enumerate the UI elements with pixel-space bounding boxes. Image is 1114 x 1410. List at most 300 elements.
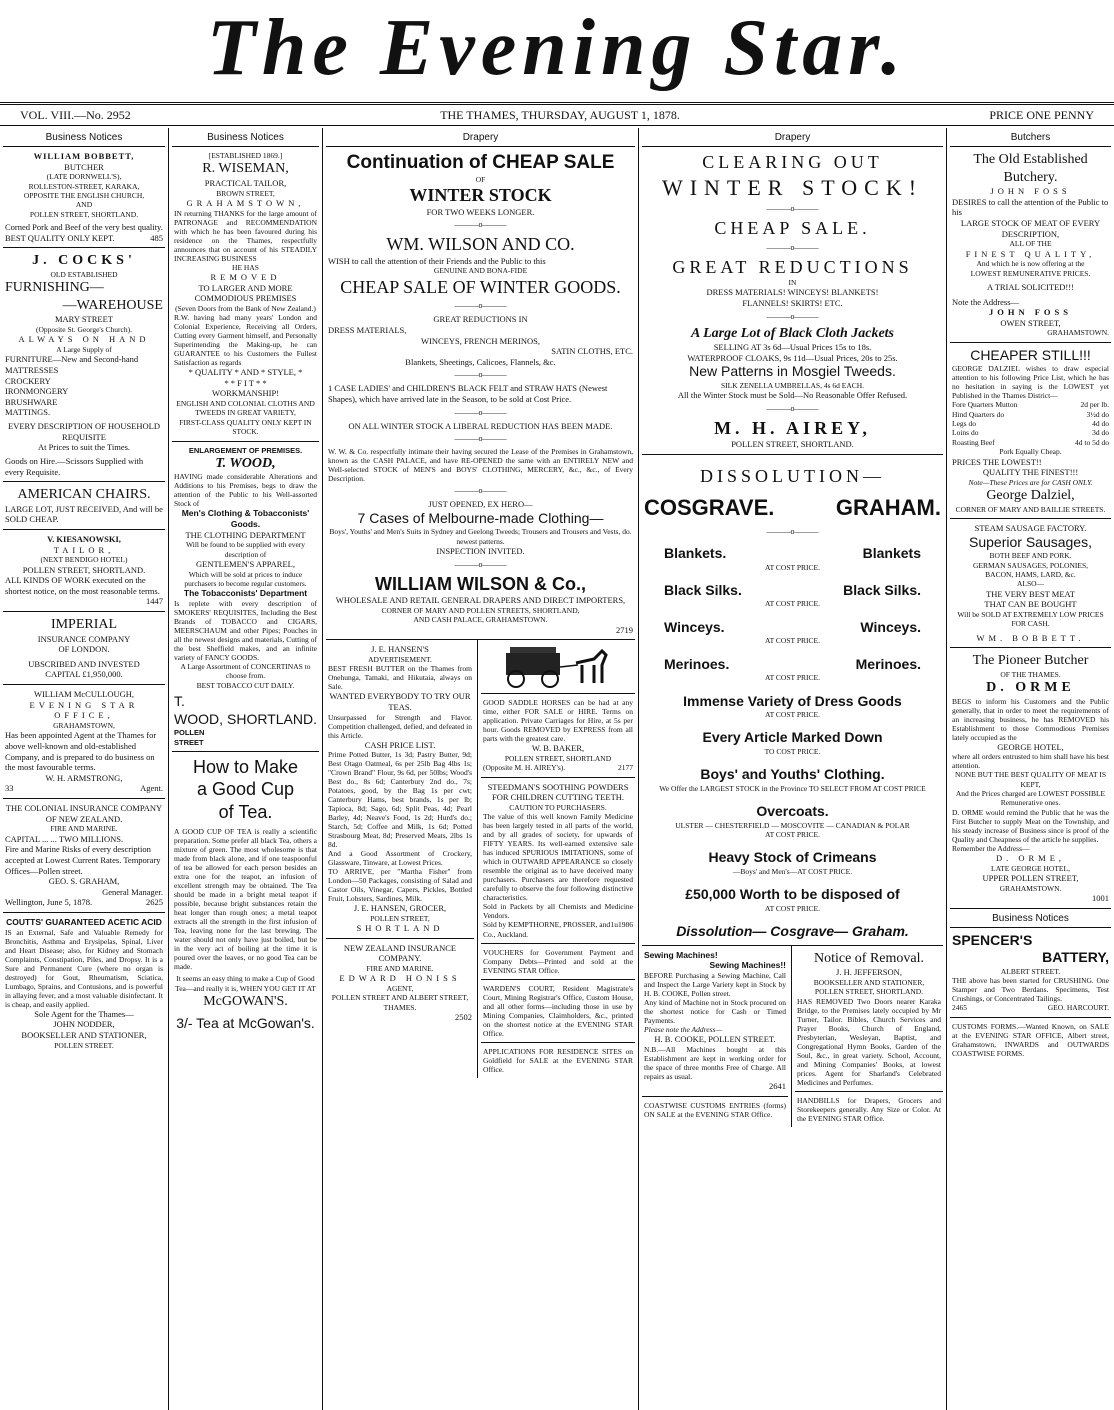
ad-text: EVERY DESCRIPTION OF HOUSEHOLD REQUISITE — [8, 421, 160, 442]
ad-text: (NEXT BENDIGO HOTEL) — [40, 555, 128, 565]
ad-number: 485 — [150, 232, 163, 243]
ad-text: Men's Clothing & Tobacconists' Goods. — [181, 508, 310, 529]
dateline — [0, 102, 1114, 126]
ad-address: SHORTLAND — [356, 923, 444, 934]
ad-text: Corned Pork and Beef of the very best quality. — [5, 222, 163, 233]
ad-text: CAPITAL ... ... TWO MILLIONS. — [5, 833, 124, 844]
ad-name: WILLIAM McCULLOUGH, — [33, 689, 135, 699]
ad-name: T. WOOD, — [215, 455, 276, 471]
ad-text: BEFORE Purchasing a Sewing Machine, Call and Inspect the Large Variety kept in Stock by H. B. COOKE, Pollen street. — [644, 970, 786, 998]
ad-title: THE COLONIAL INSURANCE COMPANY OF NEW ZEALAND. — [5, 803, 163, 824]
ad-text: Immense Variety of Dress Goods — [683, 692, 902, 709]
ad-signature: Dissolution— Cosgrave— Graham. — [676, 923, 909, 940]
ad-name: EDWARD HONISS — [339, 973, 461, 984]
ad-text: THE CLOTHING DEPARTMENT — [185, 529, 306, 540]
ad-title: COUTTS' GUARANTEED ACETIC ACID — [6, 917, 162, 927]
ad-text: The Tobacconists' Department — [183, 588, 308, 599]
ad-address: OPPOSITE THE ENGLISH CHURCH, — [23, 191, 145, 200]
ad-address: CORNER OF MARY AND POLLEN STREETS, SHORTLAND, — [381, 605, 580, 615]
ad-signature: GEO. S. GRAHAM, — [48, 876, 120, 887]
ad-address: EVENING STAR OFFICE, — [29, 699, 139, 721]
ad-address: CORNER OF MARY AND BAILLIE STREETS. — [955, 504, 1106, 514]
ad-address: SHORTLAND. — [227, 711, 317, 728]
ad-text: And a Good Assortment of Crockery, Glassware, Tinware, at Lowest Prices. — [328, 849, 472, 868]
ad-title: Sewing Machines! — [644, 949, 718, 960]
ad-title: ENLARGEMENT OF PREMISES. — [188, 445, 303, 455]
ad-hansen — [326, 640, 474, 939]
ad-text: FIRST-CLASS QUALITY ONLY KEPT IN STOCK. — [179, 417, 312, 437]
column-butchers — [947, 128, 1114, 1410]
price-item: Hind Quarters do — [952, 409, 1005, 419]
ad-address: GRAHAMSTOWN, — [186, 197, 305, 208]
ad-text: JUST OPENED, EX HERO— — [428, 499, 533, 510]
price-row — [952, 410, 1109, 419]
ad-text: INSPECTION INVITED. — [436, 546, 525, 557]
ad-bobbett — [3, 147, 165, 248]
ad-number: 2719 — [616, 624, 633, 635]
ad-address: POLLEN STREET — [174, 728, 205, 747]
ad-text: AT COST PRICE. — [765, 599, 820, 609]
price-item: Legs do — [952, 419, 976, 428]
dissolution-row — [644, 582, 941, 609]
ad-text: ULSTER — CHESTERFIELD — MOSCOVITE — CANADIAN & POLAR — [675, 820, 910, 830]
ad-text: TO ARRIVE, per "Martha Fisher" from London—50 Packages, consisting of Salad and Castor Oils, Vinegar, Capers, Pickles, Bottled Fruit, Lobsters, Sardines, Milk. — [328, 867, 472, 904]
price-value: 3d do — [1092, 428, 1109, 438]
ad-text: —WAREHOUSE — [62, 297, 163, 313]
ad-text: 3/- Tea at McGowan's. — [176, 1014, 315, 1031]
ad-trade: BOOKSELLER AND STATIONER, — [813, 977, 925, 987]
ad-text: (Seven Doors from the Bank of New Zealand.) — [175, 303, 316, 313]
ad-address: GRAHAMSTOWN. — [1047, 328, 1109, 338]
ad-text: WHOLESALE AND RETAIL GENERAL DRAPERS AND DIRECT IMPORTERS, — [335, 595, 626, 606]
ad-name: V. KIESANOWSKI, — [47, 533, 121, 544]
ad-text: TO LARGER AND MORE COMMODIOUS PREMISES — [194, 282, 297, 304]
ad-text: BEST FRESH BUTTER on the Thames from Onehunga, Tamaki, and Hikutaia, always on Sale. — [328, 664, 472, 692]
ad-steedman — [481, 778, 635, 944]
ad-text: Fire and Marine Risks of every description accepted at Lowest Current Rates. Temporary Offices—Pollen street. — [5, 844, 161, 876]
list-item: FURNITURE—New and Second-hand — [5, 354, 139, 365]
ad-title: Superior Sausages, — [969, 533, 1092, 550]
ad-text: GENTLEMEN'S APPAREL, — [196, 559, 295, 569]
ad-title: Sewing Machines!! — [709, 960, 786, 971]
price-value: 4d do — [1092, 419, 1109, 428]
ad-text: 1 CASE LADIES' and CHILDREN'S BLACK FELT and STRAW HATS (Newest Shapes), which have arrived late in the Season, to be sold at Cost Price. — [328, 383, 608, 404]
ad-text: Please note the Address— — [644, 1024, 723, 1034]
list-item: BRUSHWARE — [5, 396, 58, 407]
ad-applications — [481, 1043, 635, 1078]
ad-text: Boys', Youths' and Men's Suits in Sydney and Geelong Tweeds; Trousers and Trousers and Vests, do. newest patterns. — [329, 527, 632, 546]
ad-airey — [642, 147, 943, 455]
ad-name: JOHN FOSS — [990, 186, 1071, 196]
ad-title: SPENCER'S — [952, 931, 1033, 948]
ad-baker — [481, 694, 635, 777]
ad-number: 2625 — [146, 897, 163, 908]
ad-address: POLLEN STREET, SHORTLAND — [504, 753, 612, 763]
ad-text: Will be found to be supplied with every description of — [185, 540, 306, 559]
ad-name: JOHN NODDER, — [53, 1019, 115, 1030]
ad-name: JOHN FOSS — [989, 307, 1072, 318]
ad-number: 33 — [5, 783, 14, 794]
ad-text: WATERPROOF CLOAKS, 9s 11d—Usual Prices, 20s to 25s. — [687, 352, 898, 363]
ad-text: GERMAN SAUSAGES, POLONIES, — [972, 560, 1088, 570]
ad-name: J. H. JEFFERSON, — [836, 967, 902, 978]
ad-text: APPLICATIONS FOR RESIDENCE SITES on Goldfield for SALE at the EVENING STAR Office. — [483, 1047, 633, 1074]
column-drapery-1 — [323, 128, 638, 1410]
ad-text: AT COST PRICE. — [765, 710, 820, 719]
ad-text: A TRIAL SOLICITED!!! — [987, 281, 1074, 292]
ad-title: IMPERIAL — [50, 617, 118, 632]
item-right: Winceys. — [860, 618, 921, 635]
ad-text: CAPITAL £1,950,000. — [45, 669, 123, 680]
ad-text: Sold by KEMPTHORNE, PROSSER, and Co., Auckland. — [483, 920, 611, 939]
section-header: Drapery — [642, 128, 943, 147]
ad-title: How to Make — [192, 756, 299, 777]
ad-text: THE VERY BEST MEAT — [986, 588, 1075, 599]
ad-text: AT COST PRICE. — [765, 830, 820, 839]
ad-name: R. WISEMAN, — [202, 161, 289, 177]
divider — [328, 486, 633, 496]
ad-text: At Prices to suit the Times. — [37, 442, 131, 453]
ad-text: A GOOD CUP OF TEA is really a scientific preparation. Some prefer all black Tea, others a mixture of green. The most wholesome is that made from black alone, and if one teaspoonful of tea be allowed for each person besides an extra one for the teapot, an infusion of excellent strength may be obtained. The Tea should be made in a bright metal teapot if possible, because bright substances retain the heat longer than rough ones; a metal teapot extracts all the strength in the first infusion of Tea, leaving none for the last brewing. The water should not only have just boiled, but be in the very act of boiling at the time it is poured over the leaves, or no good Tea can be made. — [174, 827, 317, 972]
ad-chairs — [3, 482, 165, 530]
ad-removal — [795, 946, 943, 1092]
coach-illustration — [481, 640, 635, 694]
ad-signature: W. H. ARMSTRONG, — [45, 772, 123, 783]
ad-name: WILLIAM WILSON & Co., — [375, 573, 586, 594]
price-value: 2d per lb. — [1080, 400, 1109, 410]
ad-text: SATIN CLOTHS, ETC. — [551, 346, 633, 357]
ad-text: Note—These Prices are for CASH ONLY. — [968, 477, 1093, 487]
ad-title: The Old Established — [973, 152, 1088, 167]
ad-spencer-battery — [950, 928, 1111, 1018]
ad-name: D. ORME — [986, 680, 1075, 696]
ad-text: (Opposite St. George's Church). — [36, 324, 132, 334]
ad-text: DESIRES to call the attention of the Public to his — [952, 196, 1109, 218]
ad-coastwise — [642, 1097, 788, 1123]
ad-text: Has been appointed Agent at the Thames for above well-known and old-established Company, and is prepared to do business on the most favourable terms. — [5, 730, 157, 773]
ad-address: POLLEN STREET, SHORTLAND. — [22, 564, 146, 575]
ad-number: 2465 — [952, 1003, 967, 1013]
ad-title: of Tea. — [218, 801, 273, 822]
divider — [328, 408, 633, 418]
volume-number: VOL. VIII.—No. 2952 — [20, 107, 131, 122]
list-item: IRONMONGERY — [5, 386, 69, 397]
ad-mccullough — [3, 685, 165, 799]
ad-title: NEW ZEALAND INSURANCE COMPANY. — [343, 942, 457, 964]
ad-number: 1447 — [146, 596, 163, 607]
ad-text: COASTWISE CUSTOMS ENTRIES (forms) ON SALE at the EVENING STAR Office. — [644, 1100, 786, 1119]
ad-text: ALWAYS ON HAND — [18, 334, 150, 345]
price-row — [952, 400, 1109, 409]
ad-text: SILK ZENELLA UMBRELLAS, 4s 6d EACH. — [720, 380, 865, 390]
ad-text: HE HAS — [232, 262, 259, 272]
ad-wilson — [326, 147, 635, 640]
ad-address: POLLEN STREET, SHORTLAND. — [29, 209, 139, 219]
ad-text: Wellington, June 5, 1878. — [5, 897, 93, 908]
price-item: Roasting Beef — [952, 437, 995, 447]
ad-colonial-insurance — [3, 799, 165, 913]
item-left: Merinoes. — [664, 655, 730, 672]
ad-text: Remember the Address— — [952, 843, 1030, 853]
ad-title: BATTERY, — [1042, 949, 1109, 966]
dissolution-row — [644, 545, 941, 572]
ad-trade: BOOKSELLER AND STATIONER, — [21, 1029, 147, 1040]
ad-text: ENGLISH AND COLONIAL CLOTHS AND TWEEDS IN GREAT VARIETY, — [176, 399, 315, 418]
ad-text: FOR TWO WEEKS LONGER. — [426, 206, 535, 217]
ad-address: OWEN STREET, — [1000, 317, 1061, 328]
ad-text: HAS REMOVED Two Doors nearer Karaka Bridge, to the Premises lately occupied by Mr Turner, Tailor. Bibles, Church Services and Prayer Books, Church of England, Presbyterian, Wesleyan, Baptist, and Congregational Hymn Books, Garden of the Soul, &c., in great variety. School, Account, and Mining Companies' Books, at lowest prices. Agent for Sharland's Celebrated Medicines and Perfumes. — [797, 996, 941, 1087]
ad-text: General Manager. — [102, 886, 163, 897]
ad-imperial-insurance — [3, 612, 165, 685]
ad-wood — [172, 442, 319, 752]
ad-text: IN — [788, 278, 797, 287]
ad-text: [ESTABLISHED 1869.] — [208, 151, 283, 160]
ad-text: Goods on Hire.—Scissors Supplied with every Requisite. — [5, 455, 144, 477]
ad-address: POLLEN STREET, — [370, 913, 430, 923]
section-header: Business Notices — [950, 909, 1111, 928]
ad-text: Heavy Stock of Crimeans — [708, 849, 877, 866]
ad-text: WISH to call the attention of their Friends and the Public to this — [328, 255, 546, 266]
ad-text: LARGE LOT, JUST RECEIVED, And will be SOLD CHEAP. — [5, 503, 163, 525]
ad-title: Notice of Removal. — [813, 950, 925, 966]
ad-text: Overcoats. — [756, 803, 829, 820]
ad-text: CAUTION TO PURCHASERS. — [509, 802, 607, 812]
price-item: Loins do — [952, 428, 979, 438]
ad-text: TO COST PRICE. — [764, 746, 821, 756]
ad-text: Sole Agent for the Thames— — [34, 1008, 134, 1019]
dissolution-row — [644, 656, 941, 683]
ad-text: WORKMANSHIP! — [211, 388, 280, 399]
ad-text: HANDBILLS for Drapers, Grocers and Storekeepers generally. Any Size or Color. At the EVENING STAR Office. — [797, 1095, 941, 1123]
issue-date: THE THAMES, THURSDAY, AUGUST 1, 1878. — [440, 107, 680, 122]
ad-text: AT COST PRICE. — [765, 562, 820, 572]
price-value: 3½d do — [1086, 409, 1109, 419]
partner-names — [644, 494, 941, 522]
ad-signature: J. E. HANSEN, GROCER, — [353, 903, 447, 914]
ad-text: WARDEN'S COURT, Resident Magistrate's Court, Mining Registrar's Office, Custom House, and all other forms—including those in use by Mining Companies, Claimholders, &c., printed on the shortest notice at the EVENING STAR Office. — [483, 984, 633, 1038]
ad-title: Butchery. — [1003, 169, 1058, 185]
divider — [328, 560, 633, 570]
ad-text: —Boys' and Men's—AT COST PRICE. — [732, 866, 853, 876]
ad-text: Sold in Packets by all Chemists and Medicine Vendors. — [483, 902, 633, 921]
ad-wiseman — [172, 147, 319, 442]
ad-number: 2502 — [455, 1012, 472, 1023]
ad-address: ROLLESTON-STREET, KARAKA, — [28, 181, 140, 191]
ad-name: WM. WILSON AND CO. — [386, 234, 575, 255]
ad-kiesanowski — [3, 530, 165, 612]
ad-text: ALL OF THE — [1009, 239, 1052, 249]
ad-text: AGENT, — [386, 984, 414, 993]
divider — [328, 301, 633, 311]
ad-text: All the Winter Stock must be Sold—No Reasonable Offer Refused. — [677, 390, 908, 401]
ad-title: STEEDMAN'S SOOTHING POWDERS FOR CHILDREN CUTTING TEETH. — [487, 781, 629, 803]
divider — [328, 220, 633, 230]
ad-text: GREAT REDUCTIONS IN — [433, 314, 528, 325]
ad-signature: GEO. HARCOURT. — [1047, 1003, 1109, 1013]
list-item: MATTRESSES — [5, 364, 59, 375]
ad-text: Prime Potted Butter, 1s 3d; Pastry Butter, 9d; Best Otago Oatmeal, 6s per 25lb Bag 4lbs 1s; "Crown Brand" Flour, 9s 6d, per 50lbs; Wood's Best do., 8s 6d; Canterbury 2nd do., 7s; Potatoes, good, by the Bag 1s per cwt; Canterbury Hams, best brands, 1s per lb; Tapioca, 8d; Sago, 6d; Split Peas, 4d; Pearl Barley, 4d; Neave's Food, 1s 2d; Hurd's do.; Starch, 5d; Coffee and Milk, 1s 6d; Potted Strasbourg Meat, 8d; Preserved Meats, 2lbs 1s 8d. — [328, 750, 472, 850]
ad-text: WANTED EVERYBODY TO TRY OUR TEAS. — [329, 691, 471, 712]
ad-address: UPPER POLLEN STREET, — [982, 873, 1079, 884]
section-header: Drapery — [326, 128, 635, 147]
section-header: Business Notices — [3, 128, 165, 147]
price-list — [952, 400, 1109, 447]
ad-text: (LATE DORNWELL'S), — [46, 172, 122, 182]
partner-left: COSGRAVE. — [644, 494, 775, 520]
ad-number: 1u1986 — [610, 920, 633, 930]
ad-text: FURNISHING— — [5, 280, 104, 296]
ad-text: Will be SOLD AT EXTREMELY LOW PRICES FOR CASH. — [957, 609, 1104, 629]
ad-text: W. W. & Co. respectfully intimate their having secured the Lease of the Premises in Grahamstown, known as the CASH PALACE, and have RE-OPENED the same with an ENTIRELY NEW and Well-selected STOCK of MEN'S and BOYS' CLOTHING, MERCERY, &c., &c., of Every Description. — [328, 447, 633, 484]
ad-text: OF THE THAMES. — [1000, 669, 1061, 679]
ad-text: OLD ESTABLISHED — [50, 269, 118, 279]
ad-wardens — [481, 980, 635, 1043]
ad-text: BEGS to inform his Customers and the Public generally, that in order to meet the requirements of an increasing business, he has REMOVED his Establishment to those Commodious Premises lately occupied as the — [952, 696, 1109, 742]
ad-text: AND — [75, 200, 93, 210]
ad-title: DISSOLUTION— — [700, 466, 885, 486]
ad-text: BEST QUALITY ONLY KEPT. — [5, 232, 115, 243]
ad-name: McGOWAN'S. — [203, 994, 288, 1010]
item-right: Black Silks. — [843, 581, 921, 598]
ad-address: GRAHAMSTOWN, — [53, 720, 115, 730]
ad-sausage-factory — [950, 519, 1111, 648]
ad-customs-forms — [950, 1018, 1111, 1062]
ad-name: George Dalziel, — [986, 488, 1075, 504]
ad-text: QUALITY THE FINEST!!! — [982, 467, 1079, 478]
ad-address: MARY STREET — [54, 314, 113, 325]
ad-title: STEAM SAUSAGE FACTORY. — [974, 523, 1087, 533]
ad-number: 2641 — [769, 1080, 786, 1091]
ad-address: BROWN STREET, — [216, 188, 275, 198]
ad-text: Agent. — [140, 783, 163, 794]
ad-title: INSURANCE COMPANY — [37, 633, 131, 644]
ad-text: R.W. having had many years' London and Colonial Experience, Receiving all Orders, Cutting every Garment himself, and Personally Superintending the Making-up, he can GUARANTEE to his Customers the Fullest Satisfaction as regards — [174, 313, 317, 368]
ad-text: IS an External, Safe and Valuable Remedy for Bronchitis, Asthma and Erysipelas, Spinal, Liver and Heart Disease; also, for Kidney and Stomach Complaints, Constipation, Piles, and Dropsy. It is a Sure and Permanent Cure (where no organ is destroyed) for Gout, Rheumatism, Sciatica, Lumbago, Sprains, and Contusions, and is powerful in allaying fever, and a most valuable disinfectant. It is cheap, and easily applied. — [5, 927, 163, 1009]
ad-title: GREAT REDUCTIONS — [672, 256, 913, 277]
partner-right: GRAHAM. — [835, 494, 941, 520]
ad-text: THE above has been started for CRUSHING. One Stamper and Two Berdans. Specimens, Test Crushings, or Concentrated Tailings. — [952, 976, 1109, 1004]
ad-title: CHEAPER STILL!!! — [970, 346, 1091, 363]
ad-text: * QUALITY * AND * STYLE, * — [188, 367, 303, 378]
ad-dalziel — [950, 343, 1111, 519]
ad-text: ALL KINDS OF WORK executed on the shortest notice, on the most reasonable terms. — [5, 575, 160, 596]
ad-signature: D. ORME, — [995, 853, 1066, 864]
price-row — [952, 428, 1109, 437]
ad-address: POLLEN STREET, SHORTLAND. — [731, 439, 854, 450]
ad-title: CHEAP SALE OF WINTER GOODS. — [340, 276, 621, 297]
ad-text: * * F I T * * — [224, 377, 267, 388]
ad-text: AT COST PRICE. — [765, 636, 820, 646]
ad-text: GOOD SADDLE HORSES can be had at any time, either FOR SALE or HIRE. Terms on application. Private Carriages for Hire, at 5s per hour. Goods REMOVED by EXPRESS from all parts with the greatest care. — [483, 698, 633, 744]
ad-tea — [172, 752, 319, 1036]
ad-address: GRAHAMSTOWN. — [999, 883, 1062, 893]
ad-number: 1001 — [1092, 893, 1109, 904]
ad-name: WM. BOBBETT. — [976, 632, 1085, 643]
ad-foss — [950, 147, 1111, 343]
horse-coach-icon — [498, 645, 618, 689]
ad-text: (Opposite M. H. AIREY's). — [483, 763, 566, 773]
ad-text: where all orders entrusted to him shall have his best attention. — [952, 752, 1109, 771]
ad-text: ADVERTISEMENT. — [368, 654, 432, 664]
ad-title: Continuation of CHEAP SALE — [346, 152, 615, 173]
ad-name: W. B. BAKER, — [531, 743, 585, 754]
ad-trade: TAILOR, — [53, 544, 115, 555]
ad-text: NONE BUT THE BEST QUALITY OF MEAT IS KEPT, — [954, 770, 1107, 789]
ad-text: Boys' and Youths' Clothing. — [700, 766, 885, 783]
ad-title: CLEARING OUT — [702, 152, 883, 172]
ad-text: FIRE AND MARINE. — [50, 824, 118, 834]
section-header: Business Notices — [172, 128, 319, 147]
section-header: Butchers — [950, 128, 1111, 147]
ad-text: Pork Equally Cheap. — [999, 447, 1062, 457]
ad-text: AT COST PRICE. — [765, 903, 820, 913]
item-right: Merinoes. — [855, 655, 921, 672]
ad-name: H. B. COOKE, POLLEN STREET. — [654, 1034, 776, 1045]
ad-text: BOTH BEEF AND PORK. — [989, 551, 1072, 561]
ad-text: BACON, HAMS, LARD, &c. — [985, 569, 1076, 579]
ad-text: SELLING AT 3s 6d—Usual Prices 15s to 18s. — [713, 342, 872, 353]
ad-text: FINEST QUALITY, — [965, 248, 1096, 259]
ad-text: And the Prices charged are LOWEST POSSIBLE Remunerative ones. — [955, 789, 1106, 808]
ad-text: DRESS MATERIALS! WINCEYS! BLANKETS! — [706, 287, 879, 298]
ad-text: THAT CAN BE BOUGHT — [984, 599, 1077, 610]
ad-text: £50,000 Worth to be disposed of — [685, 886, 900, 903]
list-item: CROCKERY — [5, 375, 51, 386]
ad-text: ON ALL WINTER STOCK A LIBERAL REDUCTION HAS BEEN MADE. — [348, 420, 613, 431]
ad-text: A Large Lot of Black Cloth Jackets — [691, 325, 894, 341]
ad-text: AT COST PRICE. — [765, 673, 820, 683]
ad-text: A Large Supply of — [56, 344, 112, 354]
divider — [644, 204, 941, 214]
column-drapery-2 — [639, 128, 946, 1410]
masthead — [0, 0, 1114, 100]
ad-text: D. ORME would remind the Public that he was the First Butcher to supply Meat on the Township, and his steady increase of Business since is proof of the Quality and Cheapness of the article he supplies. — [952, 807, 1109, 844]
ad-text: N.B.—All Machines bought at this Establishment are kept in working order for the space of three months Free of Charge. All repairs as usual. — [644, 1044, 786, 1081]
item-left: Black Silks. — [664, 581, 742, 598]
ad-text: REMOVED — [210, 271, 281, 282]
divider — [644, 312, 941, 322]
ad-dissolution — [642, 455, 943, 946]
ad-text: VOUCHERS for Government Payment and Company Debts—Printed and sold at the EVENING STAR Office. — [483, 948, 633, 975]
ad-trade: BUTCHER — [64, 161, 104, 172]
ad-address: POLLEN STREET. — [54, 1040, 114, 1050]
ad-text: Every Article Marked Down — [702, 729, 883, 746]
price-row — [952, 419, 1109, 428]
newspaper-title: The Evening Star. — [207, 4, 907, 92]
ad-address: AND CASH PALACE, GRAHAMSTOWN. — [413, 615, 548, 625]
ad-text: Blankets, Sheetings, Calicoes, Flannels, &c. — [405, 356, 556, 367]
dissolution-row — [644, 619, 941, 646]
ad-text: Which will be sold at prices to induce purchasers to become regular customers. — [184, 569, 307, 588]
item-left: Blankets. — [664, 545, 727, 561]
ad-text: IN returning THANKS for the large amount of PATRONAGE and RECOMMENDATION with which he has been favoured during his residence on the Thames, respectfully announces that on account of his STEADILY INCREASING BUSINESS — [174, 208, 317, 263]
ad-text: OF LONDON. — [58, 644, 110, 655]
ad-text: It seems an easy thing to make a Cup of Good Tea—and really it is, WHEN YOU GET IT AT — [175, 974, 316, 993]
ad-title: WINTER STOCK! — [661, 174, 924, 200]
ad-text: GEORGE HOTEL, — [997, 741, 1064, 752]
divider — [644, 243, 941, 253]
ad-text: HAVING made considerable Alterations and Additions to his Premises, begs to draw the attention of the Public to his Well-assorted Stock of — [174, 472, 317, 509]
price-item: Fore Quarters Mutton — [952, 400, 1018, 410]
column-business-notices-1 — [0, 128, 168, 1410]
ad-text: FIRE AND MARINE. — [366, 964, 434, 973]
column-business-notices-2 — [169, 128, 322, 1410]
ad-signature: T. WOOD, — [174, 693, 223, 727]
ad-text: GENUINE AND BONA-FIDE — [433, 266, 528, 276]
divider — [644, 404, 941, 414]
ad-sewing-machines — [642, 946, 788, 1097]
ad-title: The Pioneer Butcher — [972, 653, 1089, 669]
